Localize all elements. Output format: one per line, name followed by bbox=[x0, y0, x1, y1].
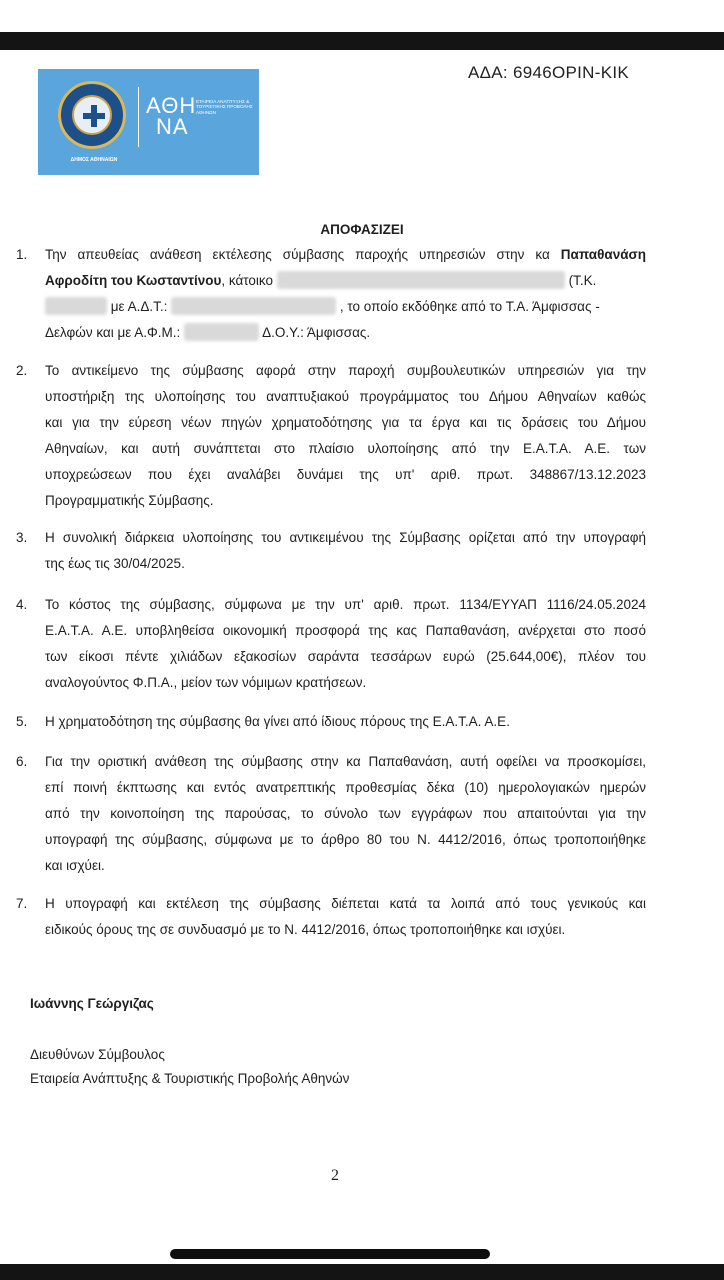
redacted-tax-number bbox=[184, 323, 259, 341]
redacted-id-number bbox=[171, 297, 336, 315]
seal-caption: ΔΗΜΟΣ ΑΘΗΝΑΙΩΝ bbox=[70, 157, 118, 163]
signatory-company: Εταιρεία Ανάπτυξης & Τουριστικής Προβολής Αθηνών bbox=[30, 1071, 350, 1086]
ada-code: ΑΔΑ: 6946ΟΡΙΝ-ΚΙΚ bbox=[468, 63, 630, 82]
logo-org-text: ΕΤΑΙΡΕΙΑ ΑΝΑΠΤΥΞΗΣ & ΤΟΥΡΙΣΤΙΚΗΣ ΠΡΟΒΟΛΗΣ ΑΘΗΝΩΝ bbox=[196, 99, 253, 115]
home-indicator[interactable] bbox=[170, 1249, 490, 1259]
athens-logo bbox=[38, 69, 259, 175]
bottom-bar bbox=[0, 1264, 724, 1280]
page-number: 2 bbox=[331, 1167, 339, 1184]
logo-divider bbox=[138, 87, 139, 147]
athena-wordmark: ΑΘΗ ΝΑ bbox=[146, 93, 197, 139]
decision-title: ΑΠΟΦΑΣΙΖΕΙ bbox=[320, 222, 404, 237]
signatory-name: Ιωάννης Γεώργιζας bbox=[30, 996, 154, 1011]
top-bar bbox=[0, 32, 724, 50]
redacted-postcode bbox=[45, 297, 107, 315]
municipality-seal-icon bbox=[58, 81, 126, 149]
signatory-role: Διευθύνων Σύμβουλος bbox=[30, 1047, 165, 1062]
redacted-address bbox=[277, 271, 565, 289]
